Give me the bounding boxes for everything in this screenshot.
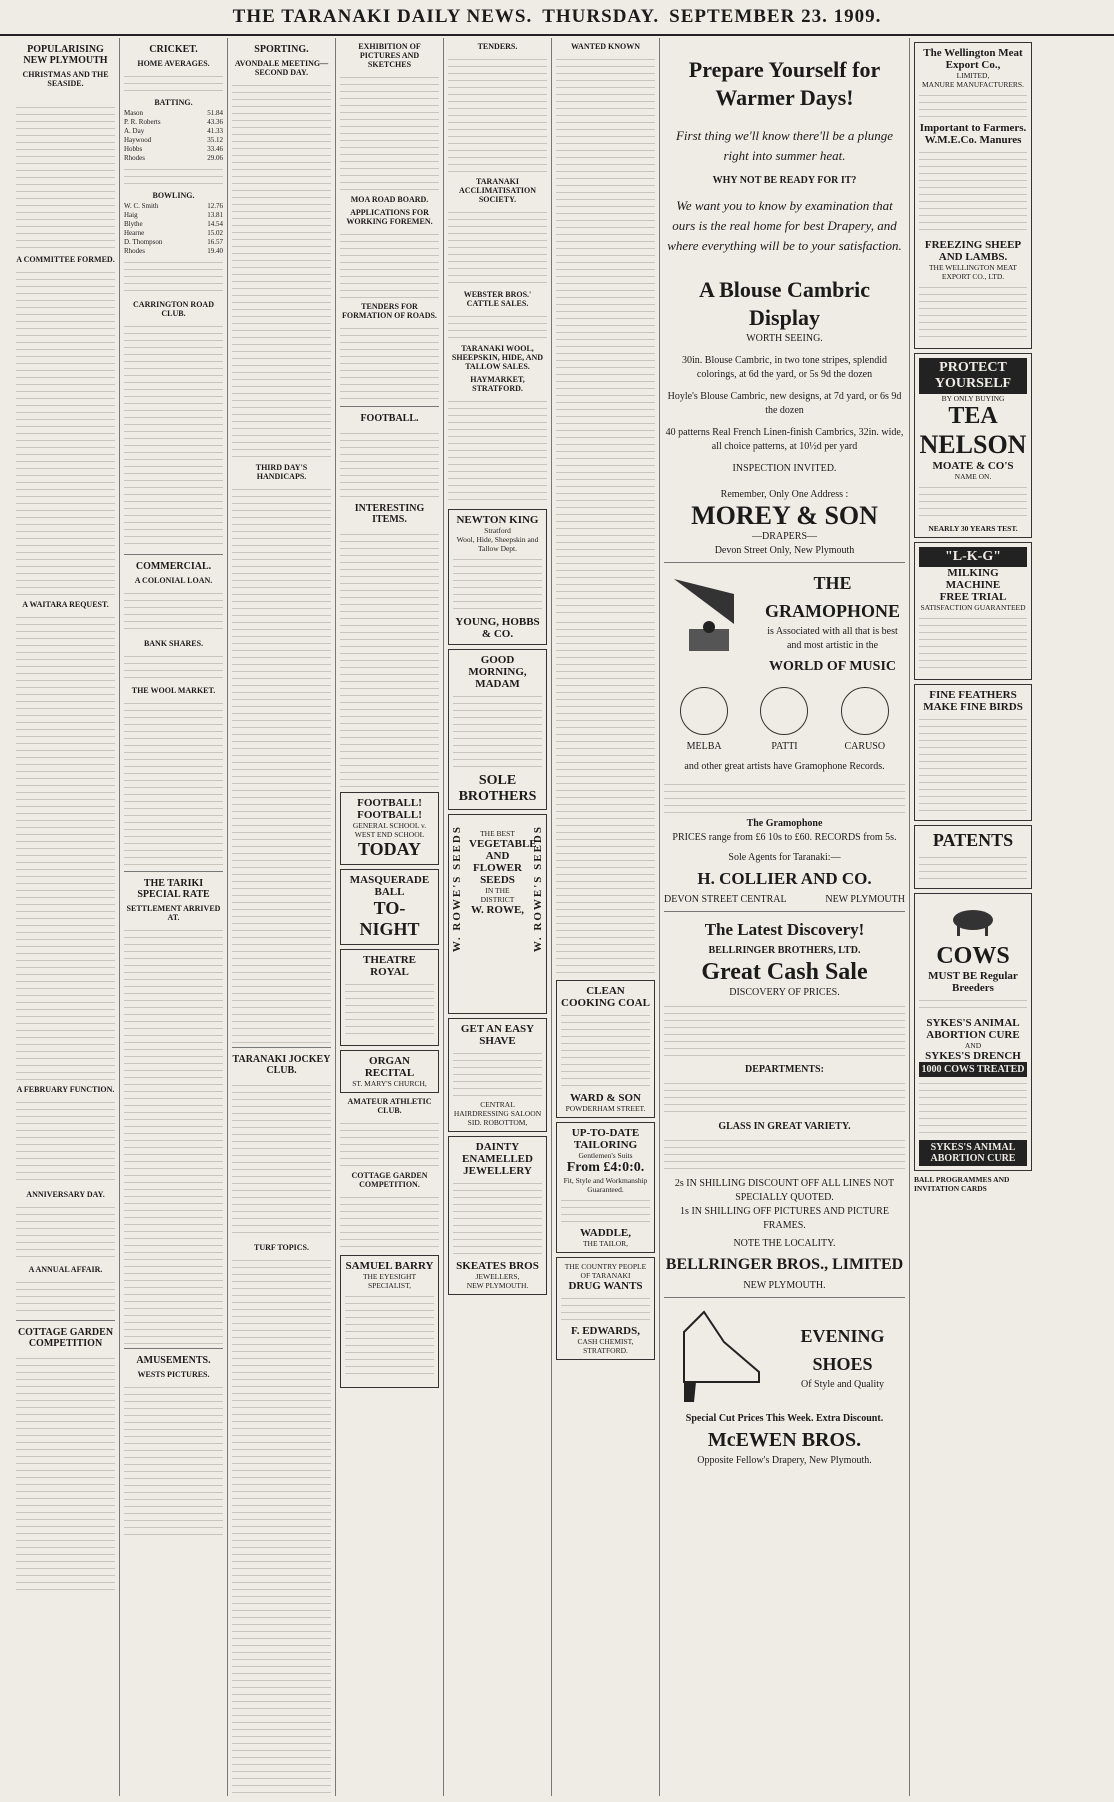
- article-text-block: [232, 1254, 331, 1796]
- ad-text: IN THE DISTRICT: [480, 886, 515, 904]
- article-subheading: BANK SHARES.: [143, 639, 204, 648]
- batting-table: [124, 109, 223, 163]
- article-text-block: [124, 70, 223, 94]
- table-row: Rhodes 29.06: [124, 154, 223, 162]
- article-text-block: [124, 1381, 223, 1541]
- divider: [16, 1320, 115, 1321]
- ad-text: Stratford: [484, 526, 511, 535]
- ad-text-block: [448, 310, 547, 340]
- article-subheading: A COLONIAL LOAN.: [134, 576, 213, 585]
- article-subheading: TURF TOPICS.: [254, 1243, 309, 1252]
- article-subheading: CHRISTMAS AND THE SEASIDE.: [22, 70, 109, 88]
- ad-heading: NEWTON KING: [456, 514, 539, 526]
- ad-text: 1s IN SHILLING OFF PICTURES AND PICTURE FRAMES.: [680, 1206, 889, 1231]
- ad-text-block: [340, 1191, 439, 1251]
- article-heading: TARANAKI JOCKEY CLUB.: [232, 1054, 331, 1076]
- organ-recital-ad: [340, 1050, 439, 1093]
- ad-text-block: [664, 778, 905, 814]
- article-subheading: A COMMITTEE FORMED.: [16, 255, 115, 265]
- masquerade-ad: [340, 869, 439, 945]
- ad-heading: FOOTBALL! FOOTBALL!: [357, 797, 422, 821]
- article-text-block: [232, 483, 331, 1043]
- sole-brothers-ad: [448, 649, 547, 810]
- ad-heading: DRUG WANTS: [568, 1280, 643, 1292]
- cow-icon: [943, 898, 1003, 938]
- ad-text-block: [919, 713, 1027, 813]
- article-text-block: [124, 256, 223, 296]
- portrait-icon: [841, 687, 889, 735]
- ad-text: Hoyle's Blouse Cambric, new designs, at 7d yard, or 6s 9d the dozen: [667, 391, 902, 416]
- divider: [124, 1348, 223, 1349]
- ad-text: Opposite Fellow's Drapery, New Plymouth.: [697, 1455, 872, 1466]
- ad-heading: GET AN EASY SHAVE: [460, 1023, 535, 1047]
- masthead-date: SEPTEMBER 23. 1909.: [669, 6, 882, 27]
- ad-text: DEPARTMENTS:: [745, 1064, 824, 1075]
- masthead-day: THURSDAY.: [542, 6, 660, 27]
- table-row: Haywood 35.12: [124, 136, 223, 144]
- table-row: Rhodes 19.40: [124, 247, 223, 255]
- article-text-block: [124, 320, 223, 550]
- ad-text-block: [919, 1077, 1027, 1137]
- ad-heading: A Blouse Cambric Display: [698, 277, 871, 330]
- ad-text: THE COUNTRY PEOPLE OF TARANAKI: [564, 1262, 647, 1280]
- gramophone-ad: [664, 569, 905, 681]
- ad-heading: VEGETABLE AND FLOWER SEEDS: [469, 838, 537, 886]
- ad-text: 2s IN SHILLING DISCOUNT OFF ALL LINES NOT SPECIALLY QUOTED.: [674, 1178, 895, 1203]
- ad-text: BELLRINGER BROTHERS, LTD.: [708, 945, 861, 956]
- table-row: A. Day 41.33: [124, 127, 223, 135]
- ad-text: THE EYESIGHT SPECIALIST,: [362, 1272, 417, 1290]
- article-text-block: [16, 1352, 115, 1592]
- gramophone-icon: [664, 569, 754, 659]
- ad-text-block: [561, 1292, 650, 1322]
- ad-heading: SKEATES BROS: [456, 1260, 539, 1272]
- column-3: [228, 38, 336, 1796]
- ad-text-block: [919, 281, 1027, 341]
- table-heading: BATTING.: [154, 98, 193, 107]
- ad-heading: TENDERS FOR FORMATION OF ROADS.: [342, 302, 437, 320]
- ad-text: CASH CHEMIST,: [577, 1337, 634, 1346]
- article-heading: POPULARISING NEW PLYMOUTH: [23, 44, 108, 66]
- divider: [664, 1297, 905, 1298]
- article-heading: FOOTBALL.: [360, 413, 419, 424]
- classifieds-block: [556, 616, 655, 976]
- article-text-block: [16, 266, 115, 596]
- theatre-ad: [340, 949, 439, 1046]
- ad-heading: YOUNG, HOBBS & CO.: [455, 616, 540, 640]
- ad-heading: AMATEUR ATHLETIC CLUB.: [347, 1097, 432, 1115]
- article-subheading: HOME AVERAGES.: [137, 59, 210, 68]
- ad-text: Remember, Only One Address :: [720, 489, 849, 500]
- article-subheading: ANNIVERSARY DAY.: [26, 1190, 105, 1200]
- ad-heading: EVENING SHOES: [800, 1326, 885, 1374]
- article-subheading: THE WOOL MARKET.: [131, 686, 216, 695]
- ad-emphasis: TO-NIGHT: [359, 898, 420, 939]
- article-heading: COMMERCIAL.: [135, 561, 212, 572]
- ad-text: NEW PLYMOUTH.: [743, 1280, 826, 1291]
- ad-text-block: [919, 612, 1027, 672]
- ad-heading: EXHIBITION OF PICTURES AND SKETCHES: [358, 42, 421, 69]
- ad-text-block: [664, 1000, 905, 1060]
- article-text-block: [340, 528, 439, 788]
- artist-caruso: CARUSO: [841, 687, 889, 754]
- column-6: [552, 38, 660, 1796]
- ad-text-block: [345, 1290, 434, 1380]
- ad-text-block: [919, 146, 1027, 236]
- column-4: [336, 38, 444, 1796]
- ad-text: First thing we'll know there'll be a plunge right into summer heat.: [675, 128, 894, 163]
- ad-heading: WORLD OF MUSIC: [768, 659, 897, 674]
- ad-emphasis: TODAY: [357, 839, 422, 859]
- ad-heading: WEBSTER BROS.' CATTLE SALES.: [463, 290, 532, 308]
- article-subheading: WESTS PICTURES.: [137, 1370, 210, 1379]
- article-body: [16, 90, 115, 98]
- ad-text: SID. ROBOTTOM,: [467, 1118, 528, 1127]
- artist-melba: MELBA: [680, 687, 728, 754]
- article-text-block: [124, 650, 223, 682]
- article-subheading: A ANNUAL AFFAIR.: [28, 1265, 103, 1275]
- article-subheading: AVONDALE MEETING—SECOND DAY.: [234, 59, 329, 77]
- ad-heading: H. COLLIER AND CO.: [697, 869, 872, 888]
- table-row: Hobbs 33.46: [124, 145, 223, 153]
- ad-heading: MOREY & SON: [691, 501, 878, 530]
- ad-text: WORTH SEEING.: [746, 333, 823, 344]
- ad-text-block: [448, 53, 547, 173]
- ad-text-block: [919, 89, 1027, 119]
- bowling-table: [124, 202, 223, 256]
- article-heading: COTTAGE GARDEN COMPETITION: [17, 1327, 114, 1350]
- ad-text: 30in. Blouse Cambric, in two tone stripes, splendid colorings, at 6d the yard, or 5s 9d the dozen: [682, 355, 887, 380]
- ad-text: We want you to know by examination that ours is the real home for best Drapery, and where everything will be to your satisfaction.: [667, 198, 902, 253]
- ad-heading: SAMUEL BARRY: [345, 1260, 434, 1272]
- ad-heading: TARANAKI ACCLIMATISATION SOCIETY.: [458, 177, 537, 204]
- ad-heading: UP-TO-DATE TAILORING: [571, 1127, 640, 1151]
- ad-subheading: HAYMARKET, STRATFORD.: [470, 375, 525, 393]
- tailor-ad: [556, 1122, 655, 1253]
- column-5: [444, 38, 552, 1796]
- ad-text: STRATFORD.: [583, 1346, 628, 1355]
- ad-heading: TENDERS.: [477, 42, 518, 51]
- ad-text-block: [664, 1077, 905, 1117]
- ad-text-block: [919, 481, 1027, 521]
- ad-text: 40 patterns Real French Linen-finish Cambrics, 32in. wide, all choice patterns, at 10½d per yard: [665, 427, 904, 452]
- address-line: DEVON STREET CENTRAL NEW PLYMOUTH: [664, 894, 905, 905]
- ad-heading: BELLRINGER BROS., LIMITED: [665, 1256, 904, 1273]
- ad-heading: The Latest Discovery!: [704, 920, 865, 939]
- ad-heading: PROTECT YOURSELF: [919, 358, 1027, 394]
- article-heading: SPORTING.: [254, 44, 309, 55]
- ad-heading: "L-K-G": [919, 547, 1027, 567]
- shoe-ad: [664, 1302, 905, 1412]
- ad-text-block: [919, 851, 1027, 881]
- article-text-block: [340, 427, 439, 497]
- table-row: Blythe 14.54: [124, 220, 223, 228]
- skeates-ad: [448, 1136, 547, 1295]
- article-text-block: [16, 1276, 115, 1316]
- ad-text: ST. MARY'S CHURCH,: [352, 1079, 427, 1088]
- ad-text-block: [340, 228, 439, 298]
- paper-name: THE TARANAKI DAILY NEWS.: [232, 6, 533, 27]
- ad-text-block: [448, 206, 547, 286]
- ad-text-block: [561, 1009, 650, 1089]
- portrait-icon: [680, 687, 728, 735]
- article-heading: CRICKET.: [149, 44, 198, 55]
- feathers-ad: FINE FEATHERS MAKE FINE BIRDS: [914, 684, 1032, 821]
- patents-ad: PATENTS: [914, 825, 1032, 889]
- article-subheading: A FEBRUARY FUNCTION.: [16, 1085, 115, 1095]
- divider: [124, 554, 223, 555]
- table-row: Haig 13.81: [124, 211, 223, 219]
- ad-text: THE BEST: [480, 829, 515, 838]
- portrait-icon: [760, 687, 808, 735]
- samuel-barry-ad: [340, 1255, 439, 1388]
- ad-text: BALL PROGRAMMES AND INVITATION CARDS: [914, 1175, 1010, 1193]
- ad-text: Special Cut Prices This Week. Extra Discount.: [685, 1413, 884, 1424]
- ad-text-block: [664, 1134, 905, 1174]
- divider: [232, 1047, 331, 1048]
- ad-text: POWDERHAM STREET.: [565, 1104, 646, 1113]
- ad-heading: W. ROWE,: [470, 904, 525, 916]
- ad-heading: McEWEN BROS.: [707, 1429, 862, 1451]
- chemist-ad: [556, 1257, 655, 1360]
- ad-text: Of Style and Quality: [800, 1379, 885, 1390]
- ad-heading: Prepare Yourself for Warmer Days!: [688, 57, 881, 110]
- article-text-block: [16, 611, 115, 1081]
- ad-heading: DAINTY ENAMELLED JEWELLERY: [462, 1141, 533, 1177]
- ad-heading: MASQUERADE BALL: [349, 874, 430, 898]
- article-subheading: A WAITARA REQUEST.: [22, 600, 109, 610]
- ad-text-block: [453, 690, 542, 770]
- ad-text: DISCOVERY OF PRICES.: [729, 987, 840, 998]
- article-heading: THE TARIKI SPECIAL RATE: [137, 878, 210, 900]
- ad-vertical-text: W. ROWE'S SEEDS: [451, 825, 463, 953]
- table-row: W. C. Smith 12.76: [124, 202, 223, 210]
- ad-text: PRICES range from £6 10s to £60. RECORDS from 5s.: [672, 832, 897, 843]
- ad-heading: GOOD MORNING, MADAM: [468, 654, 527, 690]
- ad-heading: TARANAKI WOOL, SHEEPSKIN, HIDE, AND TALLOW SALES.: [451, 344, 544, 371]
- ad-text: Wool, Hide, Sheepskin and Tallow Dept.: [456, 535, 539, 553]
- columns: [12, 38, 1104, 1796]
- newton-king-ad: [448, 509, 547, 645]
- column-8: [910, 38, 1036, 1796]
- ad-heading: COTTAGE GARDEN COMPETITION.: [351, 1171, 428, 1189]
- ad-text-block: [340, 71, 439, 191]
- divider: [124, 871, 223, 872]
- article-text-block: [232, 1079, 331, 1239]
- ad-text: GENERAL SCHOOL v. WEST END SCHOOL: [352, 821, 427, 839]
- article-text-block: [16, 101, 115, 251]
- ad-heading: CLEAN COOKING COAL: [561, 985, 650, 1009]
- ad-text: INSPECTION INVITED.: [732, 463, 837, 474]
- ad-text-block: [561, 1194, 650, 1224]
- ad-text: and other great artists have Gramophone Records.: [684, 761, 885, 772]
- ad-text: Gentlemen's Suits: [578, 1151, 633, 1160]
- article-text-block: [124, 924, 223, 1344]
- column-7: [660, 38, 910, 1796]
- table-row: Hearne 15.02: [124, 229, 223, 237]
- ad-text: CENTRAL HAIRDRESSING SALOON: [453, 1100, 542, 1118]
- ad-text-block: [448, 395, 547, 505]
- table-row: D. Thompson 16.57: [124, 238, 223, 246]
- ad-text-block: [453, 1047, 542, 1097]
- article-text-block: [124, 587, 223, 635]
- ad-vertical-text: W. ROWE'S SEEDS: [532, 825, 544, 953]
- ad-heading: WANTED KNOWN: [570, 42, 641, 51]
- ad-heading: F. EDWARDS,: [571, 1325, 640, 1337]
- article-text-block: [124, 163, 223, 187]
- ad-text-block: [453, 553, 542, 613]
- ad-text: Sole Agents for Taranaki:—: [728, 852, 841, 863]
- masthead: [0, 0, 1114, 36]
- article-subheading: CARRINGTON ROAD CLUB.: [133, 300, 214, 318]
- lkg-ad: "L-K-G" MILKING MACHINE FREE TRIAL SATISFACTION GUARANTEED: [914, 542, 1032, 680]
- nelson-tea-ad: PROTECT YOURSELF BY ONLY BUYING TEA NELSON MOATE & CO'S NAME ON. NEARLY 30 YEARS TEST.: [914, 353, 1032, 538]
- column-2: [120, 38, 228, 1796]
- article-subheading: SETTLEMENT ARRIVED AT.: [126, 904, 221, 922]
- table-row: Mason 51.84: [124, 109, 223, 117]
- football-ad: [340, 792, 439, 865]
- wellington-ad: The Wellington Meat Export Co., LIMITED, MANURE MANUFACTURERS. Important to Farmers. W.M.E.Co. Manures FREEZING SHEEP AND LAMBS. THE WELLINGTON MEAT EXPORT CO., LTD.: [914, 42, 1032, 349]
- divider: [664, 562, 905, 563]
- ad-heading: The Wellington Meat Export Co.,: [923, 47, 1023, 71]
- article-subheading: THIRD DAY'S HANDICAPS.: [255, 463, 308, 481]
- rowe-seeds-ad: [448, 814, 547, 1014]
- ad-text-block: [340, 322, 439, 402]
- article-heading: AMUSEMENTS.: [136, 1355, 211, 1366]
- ad-text-block: [340, 1117, 439, 1167]
- ad-text: WHY NOT BE READY FOR IT?: [712, 175, 857, 186]
- ad-text: NEW PLYMOUTH.: [466, 1281, 529, 1290]
- ad-emphasis: SOLE BROTHERS: [458, 773, 537, 804]
- classifieds-block: [556, 53, 655, 613]
- ad-text: GLASS IN GREAT VARIETY.: [718, 1121, 851, 1132]
- ad-text-block: [345, 978, 434, 1038]
- coal-ad: [556, 980, 655, 1118]
- ad-heading: MOA ROAD BOARD.: [350, 195, 429, 204]
- ad-text: NOTE THE LOCALITY.: [733, 1238, 836, 1249]
- column-1: [12, 38, 120, 1796]
- divider: [340, 406, 439, 407]
- ad-subheading: APPLICATIONS FOR WORKING FOREMEN.: [346, 208, 433, 226]
- article-text-block: [232, 79, 331, 459]
- artist-patti: PATTI: [760, 687, 808, 754]
- ad-heading: THEATRE ROYAL: [363, 954, 416, 978]
- ad-text-block: [453, 1177, 542, 1257]
- table-heading: BOWLING.: [152, 191, 195, 200]
- ad-heading: WARD & SON: [570, 1092, 641, 1104]
- table-row: P. R. Roberts 43.36: [124, 118, 223, 126]
- ad-heading: ORGAN RECITAL: [364, 1055, 415, 1079]
- ad-text: JEWELLERS,: [475, 1272, 520, 1281]
- ad-text: The Gramophone: [746, 818, 823, 829]
- hairdresser-ad: [448, 1018, 547, 1132]
- ad-emphasis: From £4:0:0.: [566, 1160, 645, 1175]
- ad-heading: Great Cash Sale: [701, 959, 868, 985]
- ad-text: Devon Street Only, New Plymouth: [714, 545, 855, 556]
- ad-heading: THE GRAMOPHONE: [765, 573, 900, 621]
- ad-text: THE TAILOR,: [582, 1239, 629, 1248]
- shoe-icon: [664, 1302, 774, 1412]
- ad-text: is Associated with all that is best and most artistic in the: [767, 626, 898, 651]
- artist-portraits: [664, 687, 905, 754]
- ad-text: Fit, Style and Workmanship Guaranteed.: [563, 1176, 648, 1194]
- sykes-ad: COWS MUST BE Regular Breeders SYKES'S ANIMAL ABORTION CURE AND SYKES'S DRENCH 1000 COWS TREATED SYKES'S ANIMAL ABORTION CURE: [914, 893, 1032, 1171]
- divider: [664, 911, 905, 912]
- article-text-block: [16, 1096, 115, 1186]
- article-text-block: [16, 1201, 115, 1261]
- article-heading: INTERESTING ITEMS.: [354, 503, 425, 525]
- ad-heading: WADDLE,: [579, 1227, 632, 1239]
- ad-text: —DRAPERS—: [751, 531, 817, 542]
- ad-text-block: [919, 994, 1027, 1014]
- article-text-block: [124, 697, 223, 867]
